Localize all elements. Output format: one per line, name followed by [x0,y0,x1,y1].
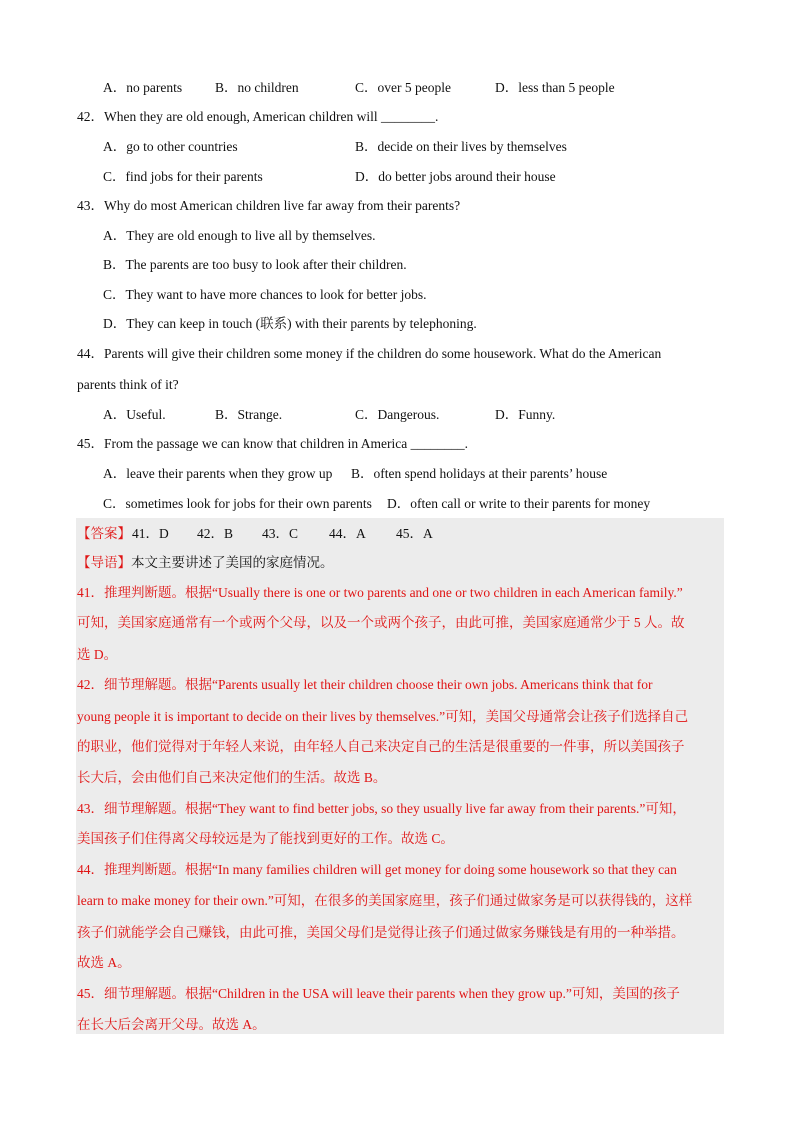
q42-option-d: D．do better jobs around their house [355,169,556,184]
q41-option-b: B．no children [215,80,299,95]
q42-option-c: C．find jobs for their parents [103,169,263,184]
explanation-line: learn to make money for their own.”可知，在很多的美国家庭里，孩子们通过做家务是可以获得钱的，这样 [77,893,693,908]
answer-label: 【答案】 [77,526,131,541]
q44-option-d: D．Funny. [495,407,556,422]
answer-45: 45．A [396,526,433,541]
explanation-line: 在长大后会离开父母。故选 A。 [77,1017,266,1032]
explanation-line: 选 D。 [77,647,118,662]
q45-stem: 45．From the passage we can know that children in America ________. [77,436,469,451]
guide-label: 【导语】 [77,555,131,570]
q44-stem-line1: 44．Parents will give their children some money if the children do some housework. What do the American [77,346,662,361]
q45-option-a: A．leave their parents when they grow up [103,466,333,481]
explanation-line: young people it is important to decide on their lives by themselves.”可知，美国父母通常会让孩子们选择自己 [77,709,689,724]
answer-44: 44．A [329,526,366,541]
guide-text: 本文主要讲述了美国的家庭情况。 [131,555,334,570]
guide-row [77,554,334,572]
q44-stem-line2: parents think of it? [77,377,179,392]
q44-option-a: A．Useful. [103,407,166,422]
explanation-line: 故选 A。 [77,955,131,970]
q41-option-d: D．less than 5 people [495,80,615,95]
explanation-line: 41．推理判断题。根据“Usually there is one or two parents and one or two children in each American family.” [77,585,683,600]
q43-option-a: A．They are old enough to live all by themselves. [103,228,376,243]
explanation-line: 42．细节理解题。根据“Parents usually let their children choose their own jobs. Americans think that for [77,677,653,692]
explanation-line: 长大后，会由他们自己来决定他们的生活。故选 B。 [77,770,387,785]
explanation-line: 43．细节理解题。根据“They want to find better jobs, so they usually live far away from their parents.”可知， [77,801,686,816]
answer-41: 41．D [132,526,169,541]
q41-option-a: A．no parents [103,80,183,95]
q43-option-b: B．The parents are too busy to look after their children. [103,257,407,272]
q42-option-a: A．go to other countries [103,139,238,154]
explanation-line: 44．推理判断题。根据“In many families children will get money for doing some housework so that they can [77,862,677,877]
q45-option-b: B．often spend holidays at their parents’ house [351,466,608,481]
explanation-line: 45．细节理解题。根据“Children in the USA will leave their parents when they grow up.”可知，美国的孩子 [77,986,680,1001]
explanation-line: 美国孩子们住得离父母较远是为了能找到更好的工作。故选 C。 [77,831,454,846]
q43-option-c: C．They want to have more chances to look for better jobs. [103,287,427,302]
answer-42: 42．B [197,526,234,541]
explanation-line: 的职业，他们觉得对于年轻人来说，由年轻人自己来决定自己的生活是很重要的一件事，所以美国孩子 [77,739,685,754]
answer-43: 43．C [262,526,299,541]
q42-option-b: B．decide on their lives by themselves [355,139,567,154]
q42-stem: 42．When they are old enough, American children will ________. [77,109,439,124]
q45-option-d: D．often call or write to their parents for money [387,496,651,511]
q43-stem: 43．Why do most American children live far away from their parents? [77,198,461,213]
q41-option-c: C．over 5 people [355,80,451,95]
q43-option-d: D．They can keep in touch (联系) with their parents by telephoning. [103,316,477,331]
answer-key-row [77,525,677,543]
q44-option-c: C．Dangerous. [355,407,440,422]
q44-option-b: B．Strange. [215,407,283,422]
explanation-line: 可知，美国家庭通常有一个或两个父母，以及一个或两个孩子，由此可推，美国家庭通常少于 5 人。故 [77,615,685,630]
explanation-line: 孩子们就能学会自己赚钱，由此可推，美国父母们是觉得让孩子们通过做家务赚钱是有用的一种举措。 [77,925,685,940]
q45-option-c: C．sometimes look for jobs for their own parents [103,496,372,511]
